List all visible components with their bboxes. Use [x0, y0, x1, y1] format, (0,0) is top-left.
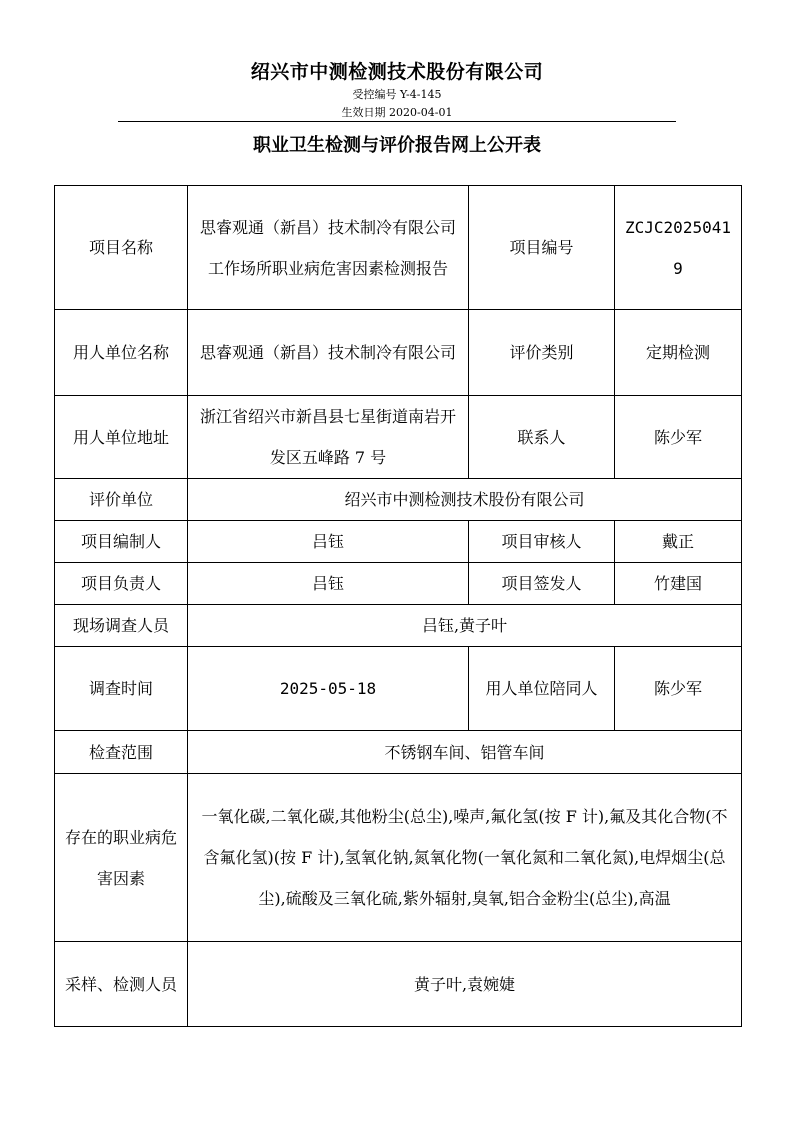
row-address — [55, 396, 742, 479]
row-survey-time — [55, 647, 742, 731]
reviewer-value: 戴正 — [615, 521, 742, 563]
issuer-label: 项目签发人 — [469, 563, 615, 605]
effective-date: 生效日期 2020-04-01 — [341, 106, 453, 119]
report-table — [54, 185, 742, 1027]
contact-label: 联系人 — [469, 396, 615, 479]
samplers-label: 采样、检测人员 — [55, 942, 188, 1027]
surveyors-value: 吕钰,黄子叶 — [188, 605, 742, 647]
compiler-value: 吕钰 — [188, 521, 469, 563]
eval-type-value: 定期检测 — [615, 310, 742, 396]
leader-value: 吕钰 — [188, 563, 469, 605]
row-samplers — [55, 942, 742, 1027]
company-name: 绍兴市中测检测技术股份有限公司 — [250, 61, 544, 83]
scope-value: 不锈钢车间、铝管车间 — [188, 731, 742, 774]
accompany-value: 陈少军 — [615, 647, 742, 731]
scope-label: 检查范围 — [55, 731, 188, 774]
eval-unit-label: 评价单位 — [55, 479, 188, 521]
contact-value: 陈少军 — [615, 396, 742, 479]
project-no-label: 项目编号 — [469, 186, 615, 310]
project-no-value: ZCJC20250419 — [615, 186, 742, 310]
survey-time-value: 2025-05-18 — [188, 647, 469, 731]
issuer-value: 竹建国 — [615, 563, 742, 605]
control-number: 受控编号 Y-4-145 — [352, 88, 442, 101]
row-hazards — [55, 774, 742, 942]
project-name-value: 思睿观通（新昌）技术制冷有限公司工作场所职业病危害因素检测报告 — [188, 186, 469, 310]
row-compiler — [55, 521, 742, 563]
reviewer-label: 项目审核人 — [469, 521, 615, 563]
row-scope — [55, 731, 742, 774]
samplers-value: 黄子叶,袁婉婕 — [188, 942, 742, 1027]
survey-time-label: 调查时间 — [55, 647, 188, 731]
row-eval-unit — [55, 479, 742, 521]
row-surveyors — [55, 605, 742, 647]
form-title: 职业卫生检测与评价报告网上公开表 — [253, 135, 541, 156]
row-employer — [55, 310, 742, 396]
project-name-label: 项目名称 — [55, 186, 188, 310]
row-project — [55, 186, 742, 310]
leader-label: 项目负责人 — [55, 563, 188, 605]
address-value: 浙江省绍兴市新昌县七星街道南岩开发区五峰路 7 号 — [188, 396, 469, 479]
eval-type-label: 评价类别 — [469, 310, 615, 396]
hazards-value: 一氧化碳,二氧化碳,其他粉尘(总尘),噪声,氟化氢(按 F 计),氟及其化合物(不含氟化氢)(按 F 计),氢氧化钠,氮氧化物(一氧化氮和二氧化氮),电焊烟尘(总尘),硫酸及三氧化硫,紫外辐射,臭氧,铝合金粉尘(总尘),高温 — [188, 774, 742, 942]
address-label: 用人单位地址 — [55, 396, 188, 479]
employer-label: 用人单位名称 — [55, 310, 188, 396]
header-divider — [118, 121, 676, 122]
row-leader — [55, 563, 742, 605]
employer-value: 思睿观通（新昌）技术制冷有限公司 — [188, 310, 469, 396]
surveyors-label: 现场调查人员 — [55, 605, 188, 647]
accompany-label: 用人单位陪同人 — [469, 647, 615, 731]
hazards-label: 存在的职业病危害因素 — [55, 774, 188, 942]
compiler-label: 项目编制人 — [55, 521, 188, 563]
eval-unit-value: 绍兴市中测检测技术股份有限公司 — [188, 479, 742, 521]
